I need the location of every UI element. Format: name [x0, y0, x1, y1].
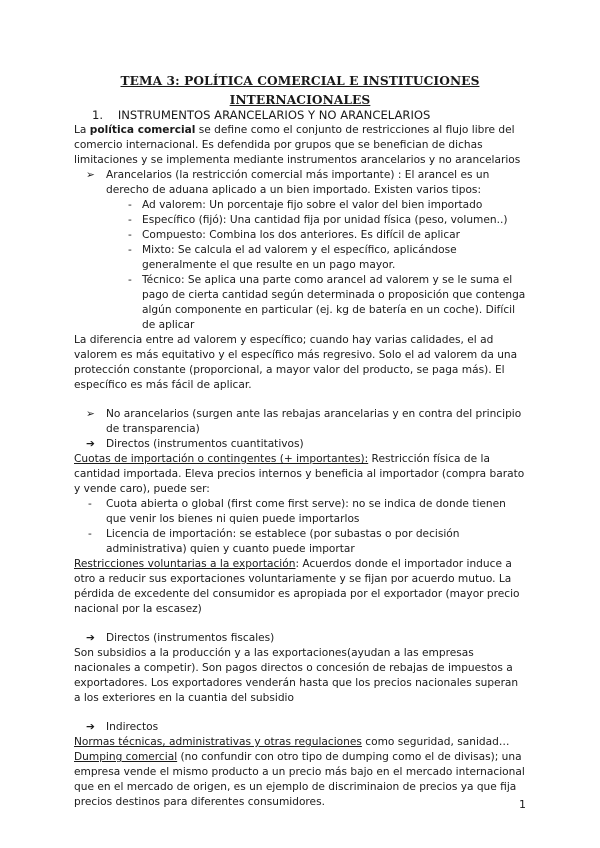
dash-bullet-icon: -	[128, 244, 132, 256]
dash-bullet-icon: -	[128, 214, 132, 226]
voluntary-restrictions-paragraph: Restricciones voluntarias a la exportación: Acuerdos donde el importador induce a otro a reducir sus exportaciones voluntariamente y se fijan por acuerdo mutuo. La pérdida de excedente del consumidor es apropiada por el exportador (mayor precio nacional por la escasez)	[74, 558, 520, 615]
quota-type-item: - Licencia de importación: se establece (por subastas o por decisión administrativa) quien y cuanto puede importar	[88, 528, 460, 555]
fiscal-paragraph: Son subsidios a la producción y a las exportaciones(ayudan a las empresas nacionales a competir). Son pagos directos o concesión de rebajas de impuestos a exportadores. Los exportadores venderán hasta que los precios nacionales superan a los exteriores en la cuantia del subsidio	[74, 647, 519, 704]
comparison-paragraph: La diferencia entre ad valorem y específico; cuando hay varias calidades, el ad valorem es más equitativo y el específico más regresivo. Solo el ad valorem da una protección constante (proporcional, a mayor valor del producto, se paga más). El específico es más fácil de aplicar.	[74, 334, 518, 391]
list-item-indirectos: ➔ Indirectos	[86, 721, 159, 733]
list-item-directos-cuantitativos: ➔ Directos (instrumentos cuantitativos)	[86, 438, 304, 450]
list-item-arancelarios: ➢ Arancelarios (la restricción comercial más importante) : El arancel es un derecho de aduana aplicado a un bien importado. Existen varios tipos:	[86, 169, 490, 196]
norms-label: Normas técnicas, administrativas y otras regulaciones	[74, 736, 362, 748]
intro-paragraph: La política comercial se define como el conjunto de restricciones al flujo libre del comercio internacional. Es defendida por grupos que se benefician de dichas limitaciones y se implementa mediante instrumentos arancelarios y no arancelarios	[74, 124, 521, 166]
section-heading	[92, 108, 526, 123]
dash-bullet-icon: -	[128, 199, 132, 211]
tariff-type-item: - Mixto: Se calcula el ad valorem y el específico, aplicándose generalmente el que resulte en un pago mayor.	[128, 244, 457, 271]
list-item-directos-fiscales: ➔ Directos (instrumentos fiscales)	[86, 632, 275, 644]
norms-paragraph: Normas técnicas, administrativas y otras regulaciones como seguridad, sanidad…	[74, 736, 510, 748]
list-item-no-arancelarios: ➢ No arancelarios (surgen ante las rebajas arancelarias y en contra del principio de transparencia)	[86, 408, 522, 435]
title-line-2: INTERNACIONALES	[229, 93, 371, 107]
tariff-type-item: - Específico (fijó): Una cantidad fija por unidad física (peso, volumen..)	[128, 214, 508, 226]
dash-bullet-icon: -	[128, 229, 132, 241]
voluntary-restrictions-label: Restricciones voluntarias a la exportación	[74, 558, 296, 570]
dash-bullet-icon: -	[128, 274, 132, 286]
section-number: 1.	[92, 108, 104, 122]
quotas-label: Cuotas de importación o contingentes (+ importantes):	[74, 453, 369, 465]
title-line-1: TEMA 3: POLÍTICA COMERCIAL E INSTITUCIONES	[120, 74, 480, 88]
quotas-paragraph: Cuotas de importación o contingentes (+ importantes): Restricción física de la cantidad importada. Eleva precios internos y beneficia al importador (compra barato y vende caro), puede ser:	[74, 453, 525, 495]
dash-bullet-icon: -	[88, 528, 92, 540]
arrow-bullet-icon: ➔	[86, 438, 95, 450]
dash-bullet-icon: -	[88, 498, 92, 510]
dumping-paragraph: Dumping comercial (no confundir con otro tipo de dumping como el de divisas); una empresa vende el mismo producto a un precio más bajo en el mercado internacional que en el mercado de origen, es un ejemplo de discriminaion de precios ya que fija precios destinos para diferentes consumidores.	[74, 751, 525, 808]
section-title: INSTRUMENTOS ARANCELARIOS Y NO ARANCELARIOS	[117, 108, 431, 122]
arrowhead-bullet-icon: ➢	[86, 408, 95, 420]
page-number: 1	[519, 798, 526, 811]
tariff-type-item: - Compuesto: Combina los dos anteriores. Es difícil de aplicar	[128, 229, 461, 241]
quota-type-item: - Cuota abierta o global (first come first serve): no se indica de donde tienen que venir los bienes ni quien puede importarlos	[88, 498, 506, 525]
policy-term: política comercial	[89, 124, 196, 136]
document-body	[74, 108, 526, 810]
dumping-label: Dumping comercial	[74, 751, 178, 763]
tariff-type-item: - Ad valorem: Un porcentaje fijo sobre el valor del bien importado	[128, 199, 483, 211]
page-title	[70, 72, 530, 110]
arrowhead-bullet-icon: ➢	[86, 169, 95, 181]
arrow-bullet-icon: ➔	[86, 632, 95, 644]
tariff-type-item: - Técnico: Se aplica una parte como arancel ad valorem y se le suma el pago de cierta cantidad según determinada o proposición que contenga algún componente en particular (ej. kg de batería en un coche). Difícil de aplicar	[128, 274, 526, 331]
arrow-bullet-icon: ➔	[86, 721, 95, 733]
